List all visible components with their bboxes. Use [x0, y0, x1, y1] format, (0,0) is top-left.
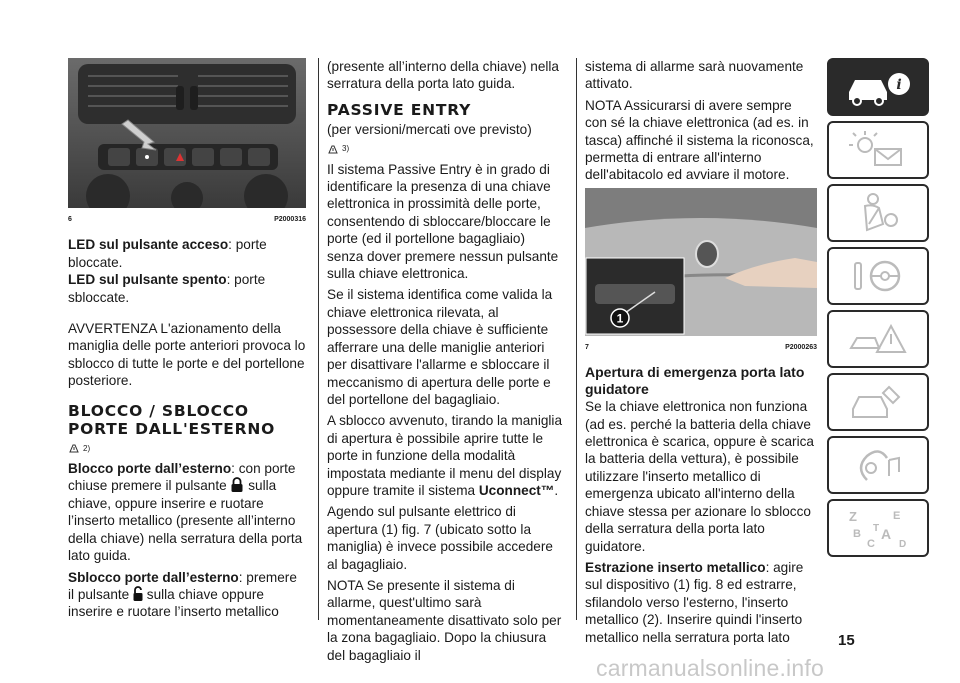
tab-emergency[interactable]	[827, 310, 929, 368]
column-divider	[576, 58, 577, 620]
paragraph: NOTA Se presente il sistema di allarme, quest'ultimo sarà momentaneamente disattivato solo per la zona bagagliaio. Dopo la chiusura del bagagliaio il	[327, 577, 562, 663]
term: Blocco porte dall’esterno	[68, 461, 232, 477]
tab-multimedia[interactable]	[827, 436, 929, 494]
index-letter: Z	[849, 509, 857, 524]
paragraph: Il sistema Passive Entry è in grado di identificare la presenza di una chiave elettronica in prossimità delle porte, consentendo di sbloccare/bloccare le porte (ed il portellone bagagliaio) senza dover premere nessun pulsante sulla chiave elettronica.	[327, 161, 559, 282]
index-letters-icon	[843, 505, 913, 551]
figure-code: P2000263	[785, 343, 817, 351]
text: : porte sbloccate.	[68, 272, 266, 305]
tab-starting-driving[interactable]	[827, 247, 929, 305]
warning-lights-icon	[843, 127, 913, 173]
chapter-tabs	[827, 58, 929, 562]
term: LED sul pulsante acceso	[68, 237, 229, 253]
brand-name: Uconnect™	[478, 482, 555, 498]
paragraph: (presente all’interno della chiave) nella serratura della porta lato guida.	[327, 59, 559, 92]
paragraph	[68, 236, 306, 271]
figure-7-tailgate	[585, 188, 817, 336]
column-divider	[318, 58, 319, 620]
figure-callout-1: 1	[616, 311, 624, 326]
paragraph	[68, 271, 306, 306]
column-3	[585, 58, 817, 650]
safety-seat-icon	[843, 190, 913, 236]
padlock-open-icon	[133, 586, 143, 601]
tab-car-info[interactable]	[827, 58, 929, 116]
paragraph: Se la chiave elettronica non funziona (ad es. perché la batteria della chiave elettronica è scarica, oppure è scarica la batteria della vettura), è possibile utilizzare l'inserto metallico di emergenza ubicato all'interno della chiave stessa per azionare lo sblocco della serratura della porta lato guidatore.	[585, 399, 814, 554]
index-letter: E	[893, 510, 901, 522]
paragraph: Se il sistema identifica come valida la chiave elettronica rilevata, al possessore della chiave è sufficiente afferrare una delle maniglie anteriori per disattivare l'allarme e sbloccare il meccanismo di apertura delle porte e del portellone del bagagliaio.	[327, 287, 553, 407]
figure-7-caption	[585, 339, 817, 356]
term: Sblocco porte dall’esterno	[68, 569, 239, 585]
index-letter: C	[867, 538, 875, 550]
paragraph	[327, 412, 565, 499]
section-heading: BLOCCO / SBLOCCO PORTE DALL'ESTERNO	[68, 401, 276, 438]
figure-number: 7	[585, 343, 589, 351]
note-reference	[327, 140, 565, 157]
figure-6-dashboard-buttons	[68, 58, 306, 208]
tailgate-photo	[585, 188, 817, 336]
caution-hand-icon	[327, 143, 339, 155]
subsection-heading: Apertura di emergenza porta lato guidatore	[585, 364, 805, 398]
text: : agire sul dispositivo (1) fig. 8 ed estrarre, sfilandolo verso l'esterno, l'inserto metallico (2). Inserire quindi l'inserto metallico nella serratura porta lato	[585, 559, 804, 645]
text: : porte bloccate.	[68, 237, 267, 270]
page-number: 15	[838, 632, 855, 649]
term: Estrazione inserto metallico	[585, 559, 766, 575]
paragraph	[585, 559, 817, 646]
index-letter: A	[881, 526, 892, 542]
index-letter: B	[853, 528, 861, 540]
section-heading: PASSIVE ENTRY	[327, 100, 472, 119]
tab-safety[interactable]	[827, 184, 929, 242]
text: : premere il pulsante	[68, 569, 297, 602]
paragraph: sistema di allarme sarà nuovamente attivato.	[585, 59, 804, 92]
warning-paragraph: AVVERTENZA L'azionamento della maniglia delle porte anteriori provoca lo sblocco di tutte le porte e del portellone posteriore.	[68, 321, 306, 389]
note-number: 2)	[83, 443, 91, 453]
svg-text:i: i	[896, 77, 902, 93]
maintenance-icon	[843, 379, 913, 425]
text: sulla chiave, oppure inserire e ruotare l’inserto metallico (presente all’interno della chiave) nella serratura della porta lato guida.	[68, 478, 303, 564]
paragraph: NOTA Assicurarsi di avere sempre con sé la chiave elettronica (ad es. in tasca) affinché il sistema la riconosca, permetta di entrare all'interno dell'abitacolo ed avviare il motore.	[585, 97, 814, 183]
watermark: carmanualsonline.info	[596, 655, 824, 681]
text: A sblocco avvenuto, tirando la maniglia di apertura è possibile aprire tutte le porte in funzione della modalità impostata mediante il menu del display oppure tramite il sistema	[327, 413, 563, 498]
steering-key-icon	[843, 253, 913, 299]
emergency-icon	[843, 316, 913, 362]
note-number: 3)	[342, 144, 350, 154]
index-letter: D	[899, 539, 907, 550]
column-2	[327, 58, 565, 668]
index-letter: T	[873, 523, 880, 534]
tab-maintenance[interactable]	[827, 373, 929, 431]
text: sulla chiave oppure inserire e ruotare l’inserto metallico	[68, 586, 279, 620]
term: LED sul pulsante spento	[68, 272, 227, 288]
tab-warning-lights[interactable]	[827, 121, 929, 179]
figure-number: 6	[68, 216, 72, 223]
figure-6-caption	[68, 211, 306, 228]
subtitle: (per versioni/mercati ove previsto)	[327, 121, 532, 137]
paragraph	[68, 569, 306, 621]
paragraph	[68, 460, 306, 564]
column-1	[68, 58, 306, 625]
paragraph: Agendo sul pulsante elettrico di apertura (1) fig. 7 (ubicato sotto la maniglia) è invece possibile accedere al bagagliaio.	[327, 504, 553, 572]
car-info-icon	[843, 64, 913, 110]
dashboard-photo	[68, 58, 306, 208]
tab-index[interactable]	[827, 499, 929, 557]
caution-hand-icon	[68, 442, 80, 454]
text: : con porte chiuse premere il pulsante	[68, 461, 296, 494]
text: .	[554, 482, 559, 498]
figure-code: P2000316	[274, 216, 306, 223]
note-reference	[68, 440, 306, 457]
padlock-closed-icon	[230, 477, 244, 492]
multimedia-icon	[843, 442, 913, 488]
